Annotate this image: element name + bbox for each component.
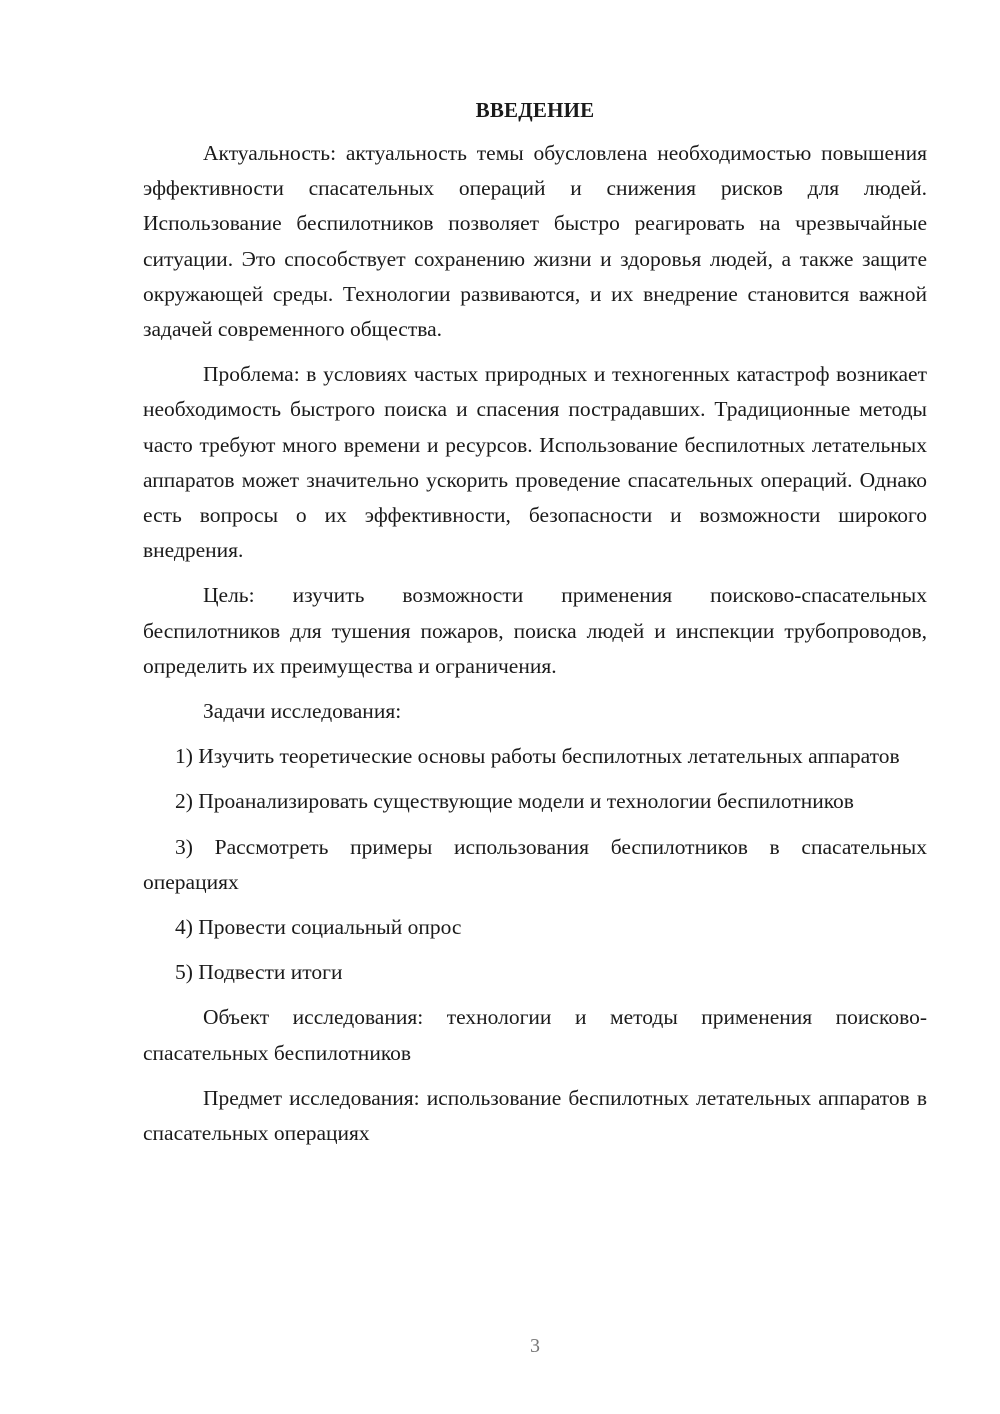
task-item-3: 3) Рассмотреть примеры использования беспилотников в спасательных операциях bbox=[143, 834, 927, 894]
paragraph-relevance: Актуальность: актуальность темы обусловлена необходимостью повышения эффективности спасательных операций и снижения рисков для людей. Использование беспилотников позволяет быстро реагировать на чрезвычайные ситуации. Это способствует сохранению жизни и здоровья людей, а также защите окружающей среды. Технологии развиваются, и их внедрение становится важной задачей современного общества. bbox=[143, 141, 927, 342]
task-item-5: 5) Подвести итоги bbox=[175, 960, 343, 985]
paragraph-goal: Цель: изучить возможности применения поисково-спасательных беспилотников для тушения пожаров, поиска людей и инспекции трубопроводов, определить их преимущества и ограничения. bbox=[143, 583, 927, 678]
task-item-2: 2) Проанализировать существующие модели и технологии беспилотников bbox=[175, 789, 854, 814]
task-item-1: 1) Изучить теоретические основы работы беспилотных летательных аппаратов bbox=[175, 744, 900, 769]
paragraph-subject: Предмет исследования: использование беспилотных летательных аппаратов в спасательных операциях bbox=[143, 1085, 927, 1146]
task-item-4: 4) Провести социальный опрос bbox=[175, 915, 462, 940]
section-heading: ВВЕДЕНИЕ bbox=[475, 98, 595, 122]
page-content bbox=[143, 94, 927, 1151]
task-list bbox=[143, 739, 927, 990]
paragraph-problem: Проблема: в условиях частых природных и техногенных катастроф возникает необходимость быстрого поиска и спасения пострадавших. Традиционные методы часто требуют много времени и ресурсов. Использование беспилотных летательных аппаратов может значительно ускорить проведение спасательных операций. Однако есть вопросы о их эффективности, безопасности и возможности широкого внедрения. bbox=[143, 362, 927, 563]
paragraph-tasks-intro: Задачи исследования: bbox=[203, 699, 402, 724]
paragraph-object: Объект исследования: технологии и методы применения поисково-спасательных беспилотников bbox=[143, 1005, 927, 1065]
page-number: 3 bbox=[530, 1335, 540, 1357]
